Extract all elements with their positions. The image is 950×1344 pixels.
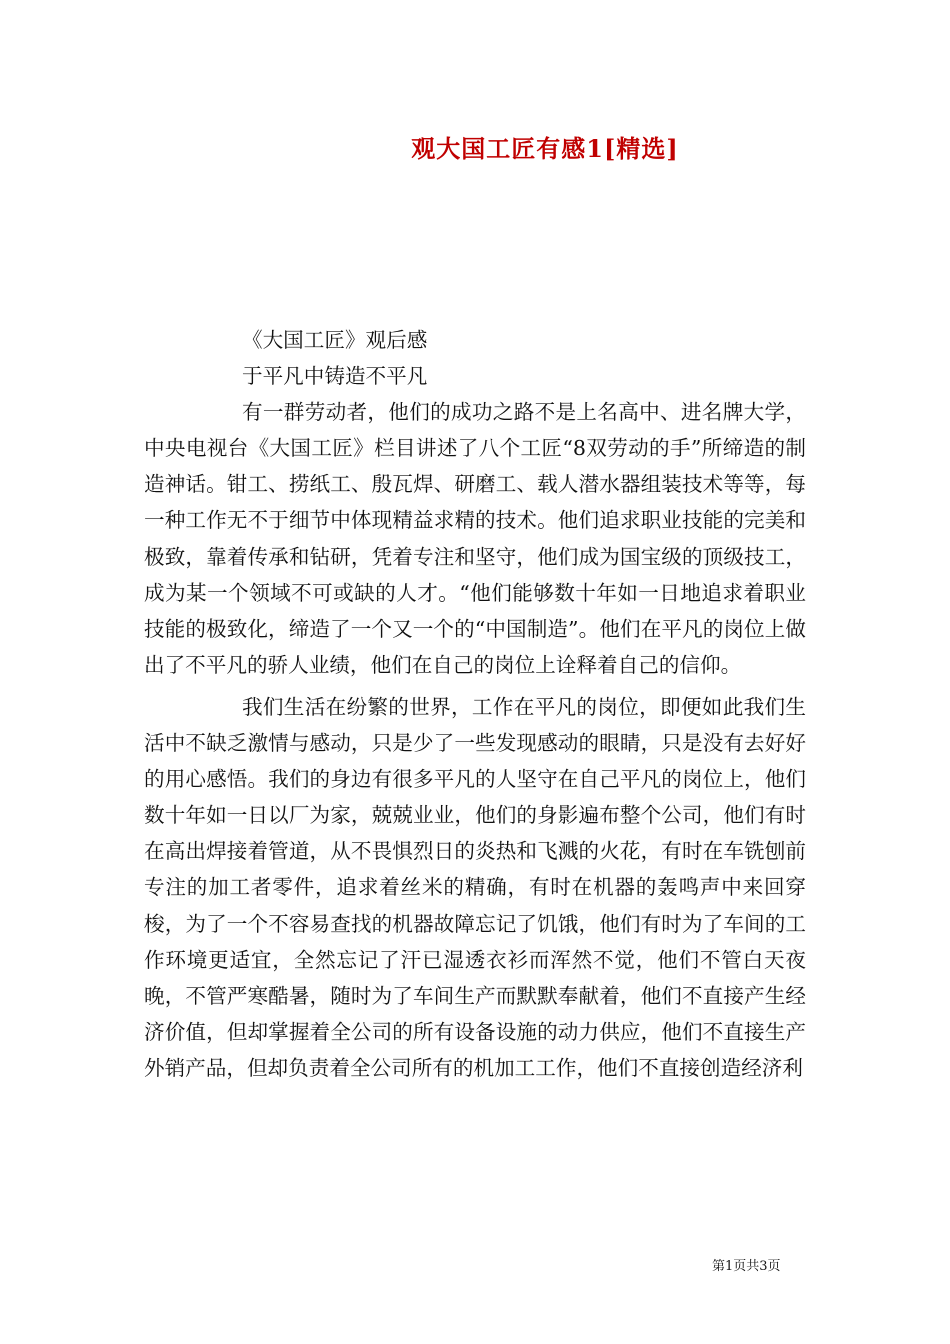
document-title: 观大国工匠有感1[精选] — [411, 134, 679, 163]
page-footer: 第1页共3页 — [712, 1259, 781, 1274]
body-paragraph: 有一群劳动者，他们的成功之路不是上名高中、进名牌大学，中央电视台《大国工匠》栏目讲述了八个工匠“8双劳动的手”所缔造的制造神话。钳工、捞纸工、殷瓦焊、研磨工、载人潜水器组装技术等等，每一种工作无不于细节中体现精益求精的技术。他们追求职业技能的完美和极致，靠着传承和钻研，凭着专注和坚守，他们成为国宝级的顶级技工，成为某一个领域不可或缺的人才。“他们能够数十年如一日地追求着职业技能的极致化，缔造了一个又一个的“中国制造”。他们在平凡的岗位上做出了不平凡的骄人业绩，他们在自己的岗位上诠释着自己的信仰。 — [144, 400, 806, 677]
document-body — [144, 322, 806, 1086]
subtitle-line: 《大国工匠》观后感 — [242, 328, 428, 352]
subtitle-line: 于平凡中铸造不平凡 — [242, 364, 428, 389]
body-paragraph: 我们生活在纷繁的世界，工作在平凡的岗位，即便如此我们生活中不缺乏激情与感动，只是少了一些发现感动的眼睛，只是没有去好好的用心感悟。我们的身边有很多平凡的人坚守在自己平凡的岗位上，他们数十年如一日以厂为家，兢兢业业，他们的身影遍布整个公司，他们有时在高出焊接着管道，从不畏惧烈日的炎热和飞溅的火花，有时在车铣刨前专注的加工者零件，追求着丝米的精确，有时在机器的轰鸣声中来回穿梭，为了一个不容易查找的机器故障忘记了饥饿，他们有时为了车间的工作环境更适宜，全然忘记了汗已湿透衣衫而浑然不觉，他们不管白天夜晚，不管严寒酷暑，随时为了车间生产而默默奉献着，他们不直接产生经济价值，但却掌握着全公司的所有设备设施的动力供应，他们不直接生产外销产品，但却负责着全公司所有的机加工工作，他们不直接创造经济利 — [144, 694, 806, 1080]
